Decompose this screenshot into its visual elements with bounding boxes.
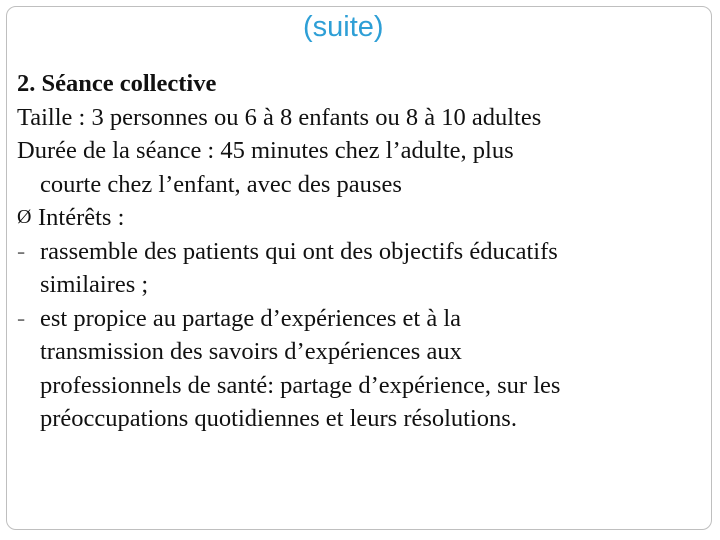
slide-subtitle: (suite)	[303, 11, 384, 43]
section-heading: 2. Séance collective	[17, 70, 217, 97]
bullet-2-line-1: est propice au partage d’expériences et à la	[40, 304, 462, 332]
bullet-2-line-3: professionnels de santé: partage d’expérience, sur les	[40, 371, 561, 399]
slide-body	[17, 67, 707, 436]
size-line: Taille : 3 personnes ou 6 à 8 enfants ou 8 à 10 adultes	[17, 103, 542, 131]
interests-item	[17, 201, 707, 235]
dash-bullet-icon: -	[17, 304, 26, 332]
bullet-2-line-2: transmission des savoirs d’expériences aux	[40, 338, 462, 365]
bullet-item-1	[17, 235, 707, 269]
bullet-1-line-2: similaires ;	[40, 271, 149, 298]
bullet-item-2	[17, 302, 707, 336]
bullet-1-line-1: rassemble des patients qui ont des objectifs éducatifs	[40, 237, 558, 265]
interests-label: Intérêts :	[38, 204, 125, 231]
dash-bullet-icon: -	[17, 237, 26, 265]
duration-line-2: courte chez l’enfant, avec des pauses	[40, 170, 402, 198]
arrow-bullet-icon: Ø	[17, 206, 32, 228]
bullet-2-line-4: préoccupations quotidiennes et leurs résolutions.	[40, 405, 517, 432]
duration-line-1: Durée de la séance : 45 minutes chez l’adulte, plus	[17, 137, 514, 164]
